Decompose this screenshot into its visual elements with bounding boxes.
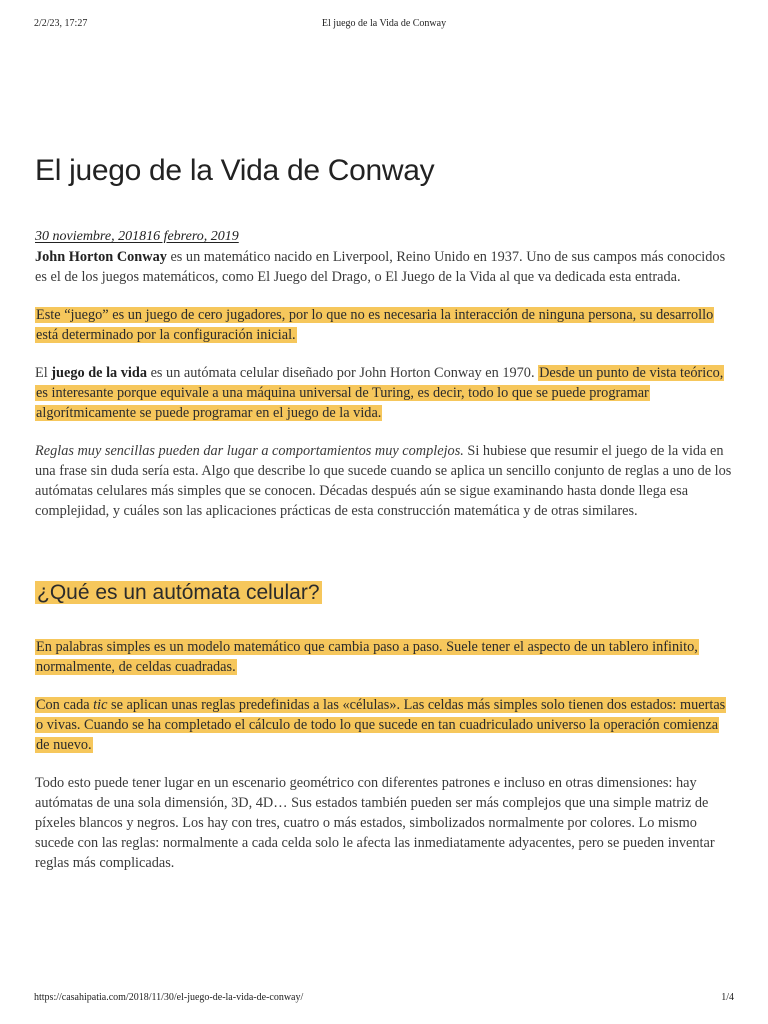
italic-text: tic <box>93 697 108 713</box>
highlighted-text: Este “juego” es un juego de cero jugadores, por lo que no es necesaria la interacción de ninguna persona, su desarrollo está determinado por la configuración inicial. <box>36 307 714 343</box>
text: se aplican unas reglas predefinidas a las «células». Las celdas más simples solo tienen dos estados: muertas o vivas. Cuando se ha completado el cálculo de todo lo que sucede en tan cuadriculado universo la operación comienza de nuevo. <box>36 697 726 753</box>
text: Si hubiese que resumir el juego de la vida en una frase sin duda sería esta. Algo que describe lo que sucede cuando se aplica un sencillo conjunto de reglas a uno de los autómatas celulares más simples que se conocen. Décadas después aún se sigue examinando hasta donde llega esa complejidad, y cuáles son las aplicaciones prácticas de esta construcción matemática y de otras similares. <box>35 443 732 519</box>
italic-text: Reglas muy sencillas pueden dar lugar a comportamientos muy complejos. <box>35 443 464 459</box>
article <box>35 150 735 873</box>
paragraph-definition <box>35 637 735 677</box>
print-footer <box>34 992 734 1006</box>
text: El <box>35 365 52 381</box>
paragraph-zero-players <box>35 305 735 345</box>
highlighted-text: Desde un punto de vista teórico, es interesante porque equivale a una máquina universal de Turing, es decir, todo lo que se puede programar algorítmicamente se puede programar en el juego de la vida. <box>36 365 724 421</box>
intro-text: es un matemático nacido en Liverpool, Reino Unido en 1937. Uno de sus campos más conocidos es el de los juegos matemáticos, como El Juego del Drago, o El Juego de la Vida al que va dedicada esta entrada. <box>35 249 726 285</box>
paragraph-rules-tick <box>35 695 735 755</box>
print-header <box>34 18 734 32</box>
paragraph-intro <box>35 247 735 287</box>
highlighted-text: En palabras simples es un modelo matemático que cambia paso a paso. Suele tener el aspecto de un tablero infinito, normalmente, de celdas cuadradas. <box>36 639 698 675</box>
print-date: 2/2/23, 17:27 <box>34 18 88 29</box>
page-number: 1/4 <box>721 992 734 1003</box>
bold-name: John Horton Conway <box>35 249 167 265</box>
page-url: https://casahipatia.com/2018/11/30/el-juego-de-la-vida-de-conway/ <box>34 992 304 1003</box>
paragraph-simple-rules <box>35 441 735 521</box>
post-dates-link[interactable]: 30 noviembre, 201816 febrero, 2019 <box>35 229 239 244</box>
text: es un autómata celular diseñado por John Horton Conway en 1970. <box>147 365 539 381</box>
print-page-title: El juego de la Vida de Conway <box>321 18 447 29</box>
article-title: El juego de la Vida de Conway <box>35 154 435 187</box>
highlighted-heading: ¿Qué es un autómata celular? <box>37 581 320 604</box>
bold-term: juego de la vida <box>51 365 147 381</box>
section-heading <box>35 579 735 607</box>
paragraph-dimensions: Todo esto puede tener lugar en un escenario geométrico con diferentes patrones e incluso en otras dimensiones: hay autómatas de una sola dimensión, 3D, 4D… Sus estados también pueden ser más complejos que una simple matriz de píxeles blancos y negros. Los hay con tres, cuatro o más estados, simbolizados normalmente por colores. Lo mismo sucede con las reglas: normalmente a cada celda solo le afecta las inmediatamente adyacentes, pero se pueden inventar reglas más complicadas. <box>35 775 715 871</box>
highlighted-text <box>35 697 726 753</box>
text: Con cada <box>36 697 94 713</box>
paragraph-cellular-automaton <box>35 363 735 423</box>
